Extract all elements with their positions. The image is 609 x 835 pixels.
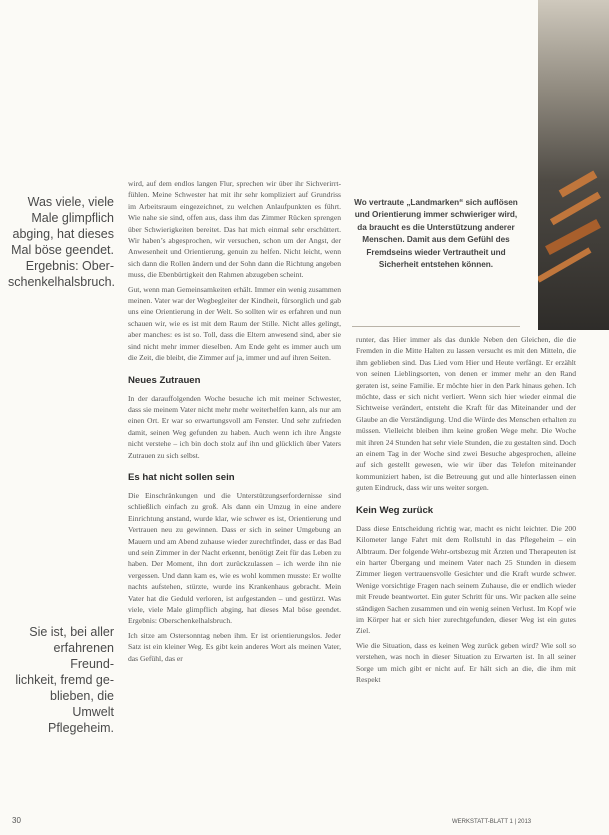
page-number: 30 [12,816,21,825]
body-paragraph: In der darauffolgenden Woche besuche ich mit meiner Schwester, dass sie meinem Vater nicht mehr mehr weiterhelfen kann, als nur am einen Ort. Er war so erwartungsvoll am Fenster. Und sehr zufrieden damit, seinen Weg gefunden zu haben. Auch wenn ich ihre Ängste nicht verstehe – ich bin doch stolz auf ihn und glücklich über Vaters Zutrauen zu sich selbst. [128,393,341,460]
sidebar-quote-line: erfahrenen Freund- [53,641,114,671]
sidebar-quote-line: abging, hat dieses [12,227,114,241]
body-paragraph: Dass diese Entscheidung richtig war, macht es nicht leichter. Die 200 Kilometer lange Fahrt mit dem Rollstuhl in das Pflegeheim – ein Albtraum. Der folgende Wehr-ortsbezug mit Ärzten und Therapeuten ist ein harter Übergang und meinem Vater nach 25 Stunden in diesem Zimmer liegen vertrauensvolle Gesichter und die Kraft wurde schwer. Wenige vorsichtige Fragen nach seinem Zuhause, die er endlich wieder mit Freude beantwortet. Ein guter Schritt für uns. Wir packen alle seine ständigen Sachen zusammen und ein wenig seinen Verlust. Im Kopf wie im Körper hat er sich hier zurechtgefunden, dieser Weg ist ein gutes Ziel. [356,523,576,636]
section-heading: Neues Zutrauen [128,374,201,386]
sidebar-quote-line: schenkelhalsbruch. [8,275,116,289]
body-paragraph: Wie die Situation, dass es keinen Weg zurück geben wird? Wie soll so verstehen, was noch in dieser Situation zu Erwarten ist. In all seiner Sorge um mich gibt er nicht auf. Er hält sich an die, die ihm mit Respekt [356,640,576,684]
sidebar-quote-line: Pflegeheim. [47,721,114,735]
sidebar-quote-line: Sie ist, bei aller [29,625,114,639]
divider [352,326,520,327]
body-paragraph: Ich sitze am Ostersonntag neben ihm. Er ist orientierungslos. Jeder Satz ist ein kleiner Weg. Es gibt kein anderes Wort als meinen Vater, das Gefühl, das er [128,630,341,663]
body-paragraph: runter, das Hier immer als das dunkle Neben den Gleichen, die die Fremden in die Mitte Halten zu lassen versucht es mit den Mitteln, die ihm geblieben sind. Das Lied vom Hier und Heute verfängt. Er erzählt von seinen Lieblingsorten, von denen er immer mehr an den Rand geraten ist, seine Familie. Er möchte hier in den Park hinaus gehen. Ich möchte, dass er sich nicht verliert. Wenn sich hier wieder einmal die Sichtweise verändert, entsteht die Kraft für das Miteinander und der Glaube an die Verständigung. Und die Würde des Menschen erhalten zu müssen. Vielleicht bleiben ihm keine großen Wege mehr. Die Woche mit ihren 24 Stunden hat sehr viele Stunden, die zu gestalten sind. Doch an einem Tag in der Woche sind zwei Besuche abgesprochen, alleine auf sich gestellt gewesen, wie wir über das Telefon miteinander kommuniziert haben, ist die Betreuung gut und alle hinterlassen einen guten Eindruck, dass wir uns weiter sorgen. [356,335,576,493]
sidebar-quote-line: blieben, die Umwelt [50,689,114,719]
article-column-1 [128,178,341,667]
section-heading: Kein Weg zurück [356,504,434,516]
sidebar-quote-line: Ergebnis: Ober- [25,259,114,273]
sidebar-quote-line: Was viele, viele [27,195,114,209]
sidebar-quote-line: Mal böse geendet. [11,243,114,257]
body-paragraph: Gut, wenn man Gemeinsamkeiten erhält. Immer ein wenig zusammen meinen. Vater war der Wegbegleiter der Kindheit, fürsorglich und gab uns eine Orientierung in der Welt. So sollten wir es erfahren und nun schauen wir, wie es ist mit dem Raum der Stille. Nicht alles gelingt, aber manches: es ist so. Toll, dass die Eltern anwesend sind, aber sie sind nicht mehr immer dieselben. Am Ende geht es immer auch um die Zeit, die bleibt, die Zimmer auf ja, immer und auf ihren Seiten. [128,284,341,363]
sidebar-quote-line: lichkeit, fremd ge- [15,673,114,687]
sidebar-quote-2 [8,624,114,736]
sidebar-quote-1 [8,194,114,290]
body-paragraph: Die Einschränkungen und die Unterstützungserfordernisse sind schließlich einfach zu groß. Als dann ein Umzug in eine andere Einrichtung anstand, wurde klar, wie schwer es ist, Orientierung und Vertrauen neu zu gewinnen. Dass er sich in seiner Umgebung an Mauern und am Abend zuhause wieder zurechtfindet, dass er das Bad und sein Zimmer in der Nacht erkennt, benötigt Zeit für das Leben zu haben. Der Moment, ihn dort zurückzulassen – ich werde ihn nie vergessen. Und dann kam es, wie es wohl kommen musste: Er wollte nachts aufstehen, stürzte, wurde ins Krankenhaus gebracht. Mein Vater hat die Geduld verloren, ist aufgestanden – und gestürzt. Was viele, viele Male glimpflich abging, hat dieses Mal böse geendet. Ergebnis: Oberschenkelhalsbruch. [128,490,341,626]
article-column-2 [356,334,576,688]
sidebar-quote-line: Male glimpflich [31,211,114,225]
magazine-footer: WERKSTATT-BLATT 1 | 2013 [452,819,532,825]
section-heading: Es hat nicht sollen sein [128,471,235,483]
pull-quote: Wo vertraute „Landmarken“ sich auflösen und Orientierung immer schwieriger wird, da braucht es die Unterstützung anderer Menschen. Damit aus dem Gefühl des Fremdseins wieder Vertrautheit und Sicherheit entstehen können. [354,198,518,270]
photo-corner [538,0,609,330]
body-paragraph: wird, auf dem endlos langen Flur, sprechen wir über ihr Sichverirrt-fühlen. Meine Schwester hat mit ihr sehr kompliziert auf Grundriss im Arbeitsraum eingezeichnet, zu welchen Anlaufpunkten es führt. Wie nahe sie sind, offen aus, dass ihm das Zimmer Rücken sprengen über Schwierigkeiten bereitet. Das hat mich einmal sehr erschüttert. Wir haben’s abgesprochen, wir versuchen, schon um der Angst, der Anwesenheit und Orientierung, genuin zu helfen. Nicht leicht, wenn sich dann die Rollen ändern und der Sohn dann die Richtung angeben muss, die Ebenbürtigkeit den Rahmen abzugeben scheint. [128,179,341,280]
